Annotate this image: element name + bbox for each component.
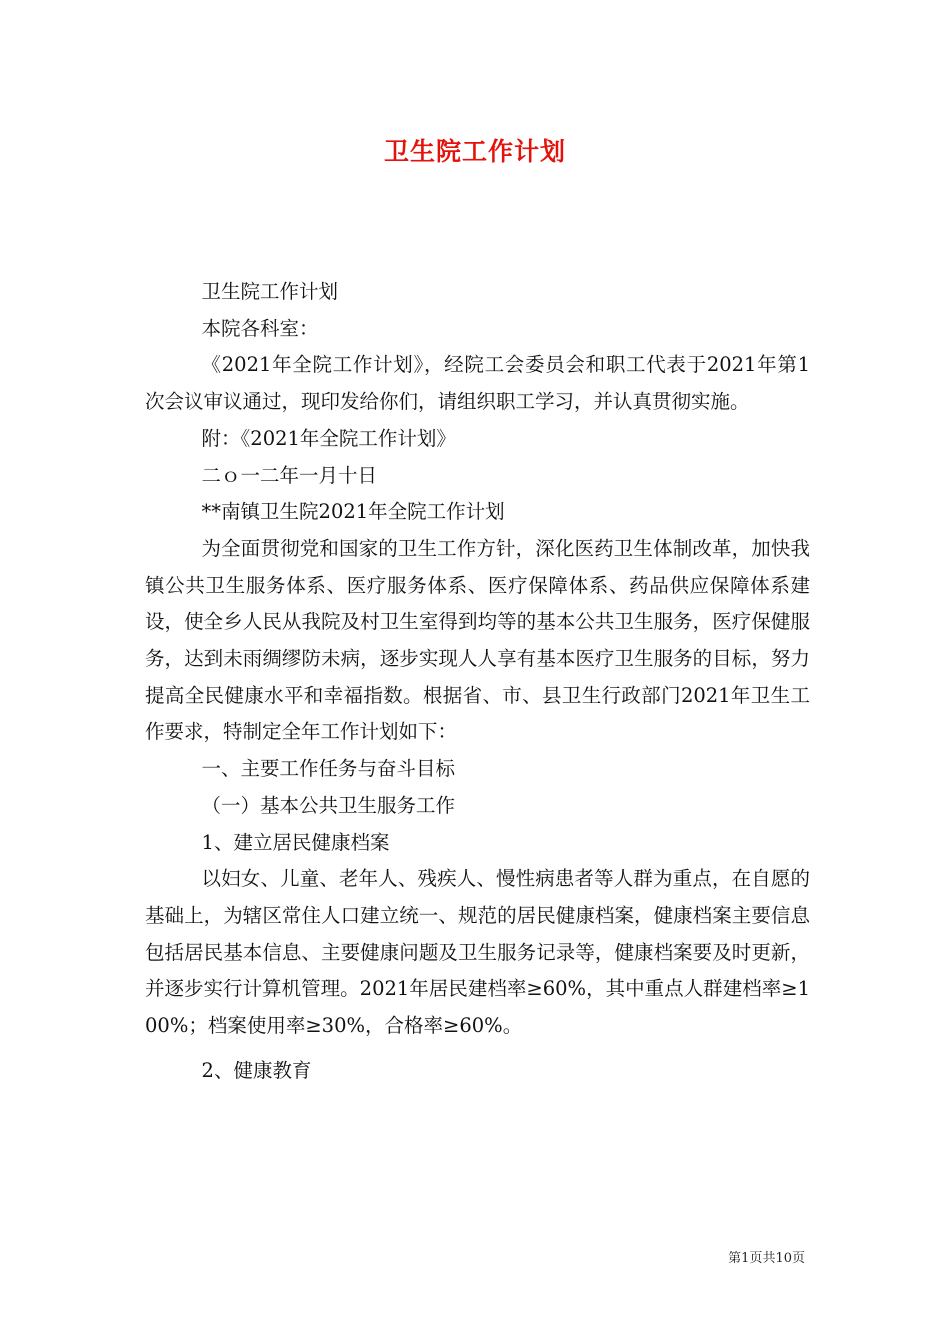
paragraph-health-records: 以妇女、儿童、老年人、残疾人、慢性病患者等人群为重点，在自愿的基础上，为辖区常住人口建立统一、规范的居民健康档案，健康档案主要信息包括居民基本信息、主要健康问题及卫生服务记录等，健康档案要及时更新，并逐步实行计算机管理。2021年居民建档率≥60%，其中重点人群建档率≥100%；档案使用率≥30%，合格率≥60%。 (145, 867, 810, 1038)
document-body (145, 274, 810, 1089)
paragraph-subsection-1: （一）基本公共卫生服务工作 (201, 793, 456, 817)
paragraph-date: 二ｏ一二年一月十日 (201, 463, 378, 487)
paragraph-item-1: 1、建立居民健康档案 (201, 830, 390, 854)
paragraph-intro: 为全面贯彻党和国家的卫生工作方针，深化医药卫生体制改革，加快我镇公共卫生服务体系、医疗服务体系、医疗保障体系、药品供应保障体系建设，使全乡人民从我院及村卫生室得到均等的基本公共卫生服务，医疗保健服务，达到未雨绸缪防未病，逐步实现人人享有基本医疗卫生服务的目标，努力提高全民健康水平和幸福指数。根据省、市、县卫生行政部门2021年卫生工作要求，特制定全年工作计划如下： (145, 536, 810, 744)
page-number-footer: 第1页共10页 (728, 1251, 805, 1266)
paragraph-section-1: 一、主要工作任务与奋斗目标 (201, 757, 456, 781)
paragraph-attachment: 附：《2021年全院工作计划》 (201, 426, 456, 450)
paragraph-heading: 卫生院工作计划 (201, 280, 339, 303)
paragraph-notice: 《2021年全院工作计划》，经院工会委员会和职工代表于2021年第1次会议审议通过，现印发给你们，请组织职工学习，并认真贯彻实施。 (145, 353, 810, 414)
document-title: 卫生院工作计划 (383, 137, 566, 166)
paragraph-addressee: 本院各科室： (201, 316, 319, 340)
paragraph-item-2: 2、健康教育 (201, 1058, 312, 1082)
paragraph-plan-title: **南镇卫生院2021年全院工作计划 (201, 500, 505, 524)
